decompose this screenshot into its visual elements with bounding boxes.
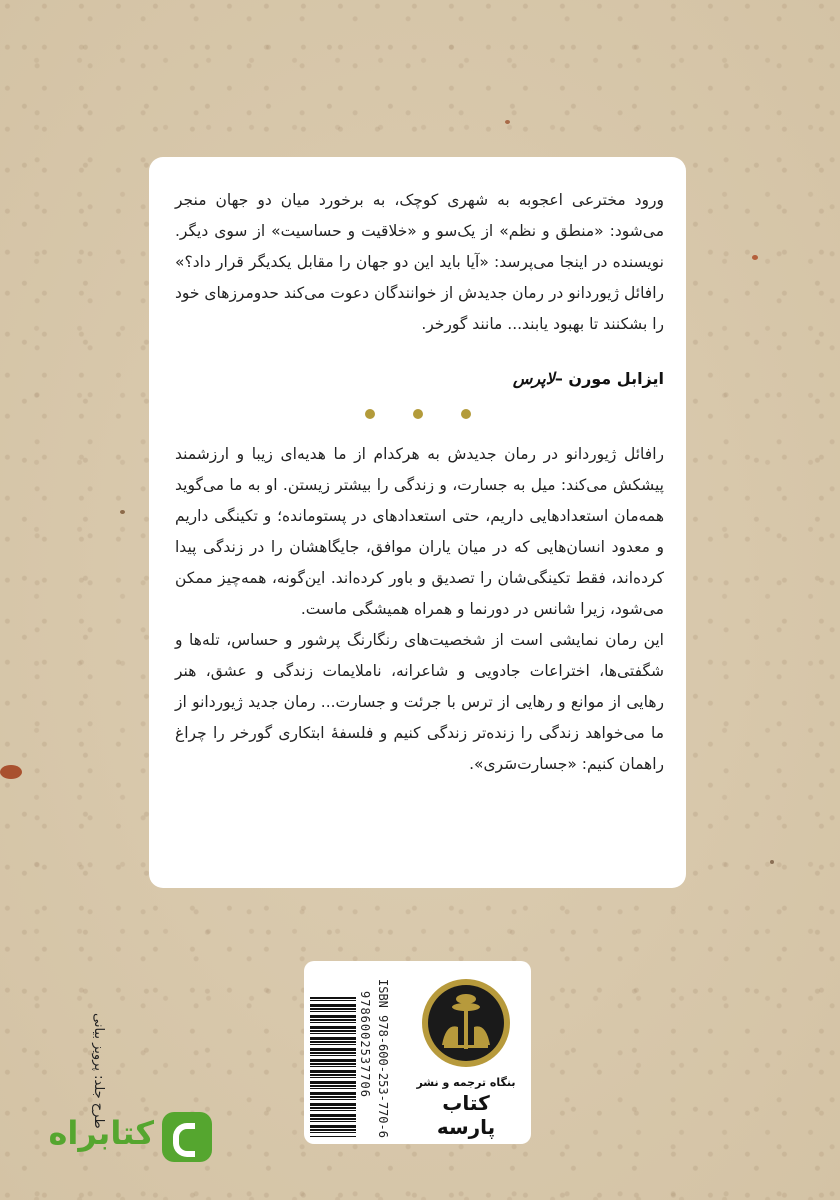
paper-speck bbox=[752, 255, 758, 260]
barcode bbox=[310, 997, 356, 1137]
paper-speck bbox=[770, 860, 774, 864]
divider-dot bbox=[461, 409, 471, 419]
paper-speck bbox=[120, 510, 125, 514]
paper-speck bbox=[0, 765, 22, 779]
review-author: ایزابل مورن bbox=[568, 369, 664, 388]
ketabrah-wordmark: کتابراه bbox=[48, 1114, 154, 1152]
ketabrah-watermark bbox=[40, 1108, 218, 1168]
publisher-logo-seal bbox=[422, 979, 510, 1067]
section-divider bbox=[149, 404, 686, 423]
emblem-icon bbox=[428, 985, 504, 1061]
review-quote: ورود مخترعی اعجوبه به شهری کوچک، به برخورد میان دو جهان منجر می‌شود: «منطق و نظم» از یک‌سو و «خلاقیت و حساسیت» از سوی دیگر. نویسنده در اینجا می‌پرسد: «آیا باید این دو جهان را مقابل یکدیگر قرار داد؟» رافائل ژیوردانو در رمان جدیدش از خوانندگان دعوت می‌کند حدومرزهای خود را بشکنند تا بهبود یابند... مانند گورخر. bbox=[175, 191, 664, 333]
ketabrah-logo-icon bbox=[162, 1112, 212, 1162]
paper-speck bbox=[505, 120, 510, 124]
description-paragraph: رافائل ژیوردانو در رمان جدیدش به هرکدام از ما هدیه‌ای زیبا و ارزشمند پیشکش می‌کند: میل به جسارت، و زندگی را بیشتر زیستن. او به ما می‌گوید همه‌مان استعدادهایی داریم، حتی استعدادهای در پستومانده؛ و تکینگی داریم و معدود انسان‌هایی که در میان یاران موافق، جایگاهشان را در زندگی پیدا کرده‌اند، فقط تکینگی‌شان را تصدیق و باور کرده‌اند. این‌گونه، همه‌چیز ممکن می‌شود، زیرا شانس در دورنما و همراه همیشگی ماست. bbox=[175, 445, 664, 618]
blurb-card bbox=[149, 157, 686, 888]
publisher-name: کتاب پارسه bbox=[436, 1091, 496, 1139]
divider-dot bbox=[365, 409, 375, 419]
isbn-digits: 9786002537706 bbox=[358, 991, 372, 1098]
designer-text: طرح جلد: پرویز بیانی bbox=[91, 1013, 106, 1129]
seal-emblem bbox=[428, 985, 504, 1061]
divider-dot bbox=[413, 409, 423, 419]
publisher-tagline: بنگاه ترجمه و نشر bbox=[416, 1076, 516, 1089]
publisher-panel bbox=[304, 961, 531, 1144]
review-source: لاپرس bbox=[512, 369, 555, 388]
book-description bbox=[175, 439, 664, 780]
isbn-barcode-block bbox=[306, 977, 408, 1138]
isbn-label: ISBN 978-600-253-770-6 bbox=[376, 979, 390, 1138]
review-attribution: ایزابل مورن –لاپرس bbox=[512, 369, 664, 388]
description-paragraph: این رمان نمایشی است از شخصیت‌های رنگارنگ پرشور و حساس، تله‌ها و شگفتی‌ها، اختراعات جادویی و شاعرانه، ناملایمات زندگی و عشق، هنر رهایی از موانع و رهایی از ترس با جرئت و جسارت... رمان جدید ژیوردانو از ما می‌خواهد زندگی را زنده‌تر زندگی کنیم و فلسفهٔ ابتکاری گورخر را چراغ راهمان کنیم: «جسارت‌سَری». bbox=[175, 631, 664, 773]
